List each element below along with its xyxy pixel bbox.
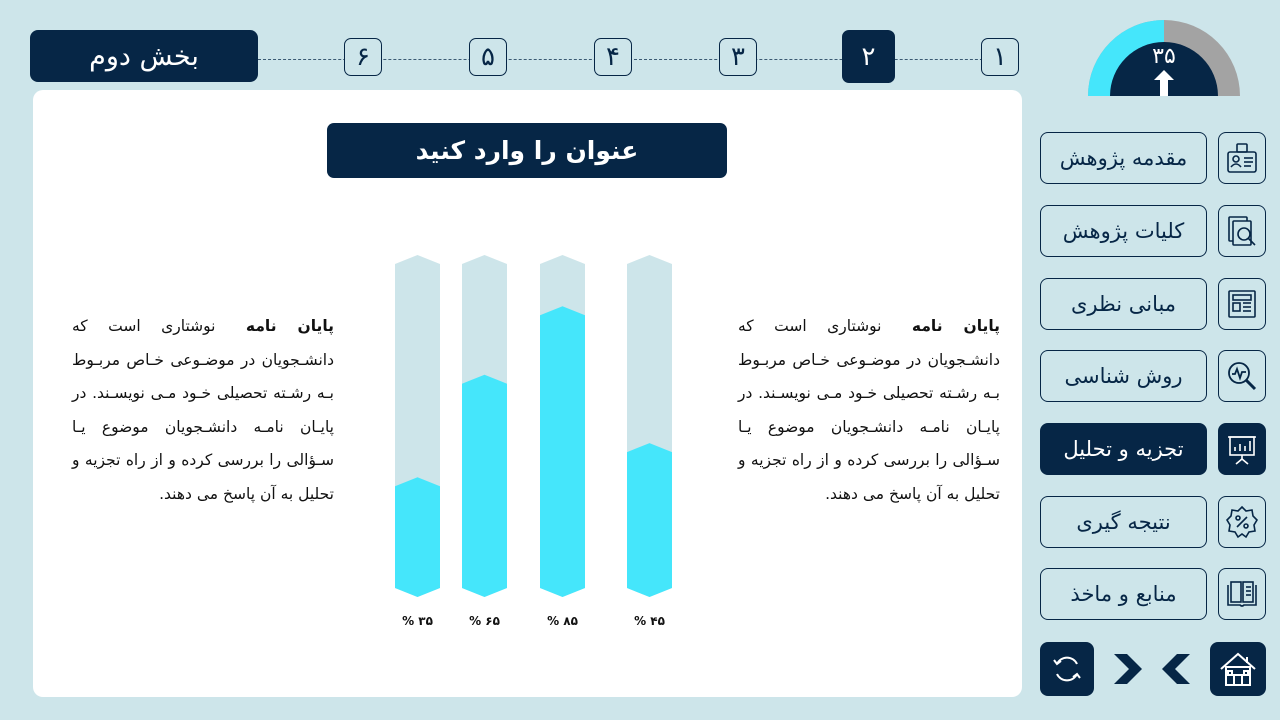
menu-item-research-overview[interactable]: کلیات پژوهش <box>1040 205 1207 257</box>
menu-icon-conclusion[interactable] <box>1218 496 1266 548</box>
refresh-icon <box>1050 652 1084 686</box>
next-arrow-button[interactable] <box>1112 652 1144 686</box>
menu-icon-research-intro[interactable] <box>1218 132 1266 184</box>
para-left-text: نوشتاری است که دانشـجویان در موضـوعی خـاص مربـوط بـه رشـته تحصیلی خـود مـی نویسـند. در پایـان نامـه دانشـجویان موضوع یـا سـؤالی را بررسی کرده و از راه تجزیه و تحلیل به آن پاسخ می دهند. <box>72 317 334 503</box>
text-paragraph-right <box>738 310 1000 512</box>
menu-item-references[interactable]: منابع و ماخذ <box>1040 568 1207 620</box>
step-2-button[interactable]: ۲ <box>842 30 895 83</box>
step-5-button[interactable]: ۵ <box>469 38 507 76</box>
step-3-button[interactable]: ۳ <box>719 38 757 76</box>
bar-value-label: ۳۵ % <box>402 614 433 628</box>
bar-fill <box>462 375 507 597</box>
text-paragraph-left <box>72 310 334 512</box>
step-1-button[interactable]: ۱ <box>981 38 1019 76</box>
home-button[interactable] <box>1210 642 1266 696</box>
slide-title: عنوان را وارد کنید <box>327 123 727 178</box>
section-title: بخش دوم <box>30 30 258 82</box>
refresh-button[interactable] <box>1040 642 1094 696</box>
previous-arrow-button[interactable] <box>1160 652 1192 686</box>
menu-item-methodology[interactable]: روش شناسی <box>1040 350 1207 402</box>
presentation-chart-icon <box>1225 432 1259 466</box>
document-search-icon <box>1225 214 1259 248</box>
percent-badge-icon <box>1225 505 1259 539</box>
para-right-text: نوشتاری است که دانشـجویان در موضـوعی خـاص مربـوط بـه رشـته تحصیلی خـود مـی نویسـند. در پایـان نامـه دانشـجویان موضوع یـا سـؤالی را بررسی کرده و از راه تجزیه و تحلیل به آن پاسخ می دهند. <box>738 317 1000 503</box>
menu-icon-theoretical-basis[interactable] <box>1218 278 1266 330</box>
menu-item-analysis[interactable]: تجزیه و تحلیل <box>1040 423 1207 475</box>
step-4-button[interactable]: ۴ <box>594 38 632 76</box>
bar-fill <box>627 443 672 597</box>
newspaper-icon <box>1225 287 1259 321</box>
menu-icon-methodology[interactable] <box>1218 350 1266 402</box>
para-left-bold: پایان نامه <box>245 317 334 335</box>
menu-icon-references[interactable] <box>1218 568 1266 620</box>
magnifier-pulse-icon <box>1225 359 1259 393</box>
gauge-value: ۳۵ <box>1152 44 1176 69</box>
bar-fill <box>395 477 440 597</box>
para-right-bold: پایان نامه <box>911 317 1000 335</box>
id-card-icon <box>1225 141 1259 175</box>
bar-value-label: ۸۵ % <box>547 614 578 628</box>
bar-value-label: ۶۵ % <box>469 614 500 628</box>
bar-chart <box>380 240 690 640</box>
menu-icon-analysis[interactable] <box>1218 423 1266 475</box>
menu-item-theoretical-basis[interactable]: مبانی نظری <box>1040 278 1207 330</box>
menu-item-research-intro[interactable]: مقدمه پژوهش <box>1040 132 1207 184</box>
step-6-button[interactable]: ۶ <box>344 38 382 76</box>
home-icon <box>1218 649 1258 689</box>
menu-item-conclusion[interactable]: نتیجه گیری <box>1040 496 1207 548</box>
open-book-icon <box>1225 577 1259 611</box>
menu-icon-research-overview[interactable] <box>1218 205 1266 257</box>
bar-fill <box>540 306 585 597</box>
bar-value-label: ۴۵ % <box>634 614 665 628</box>
